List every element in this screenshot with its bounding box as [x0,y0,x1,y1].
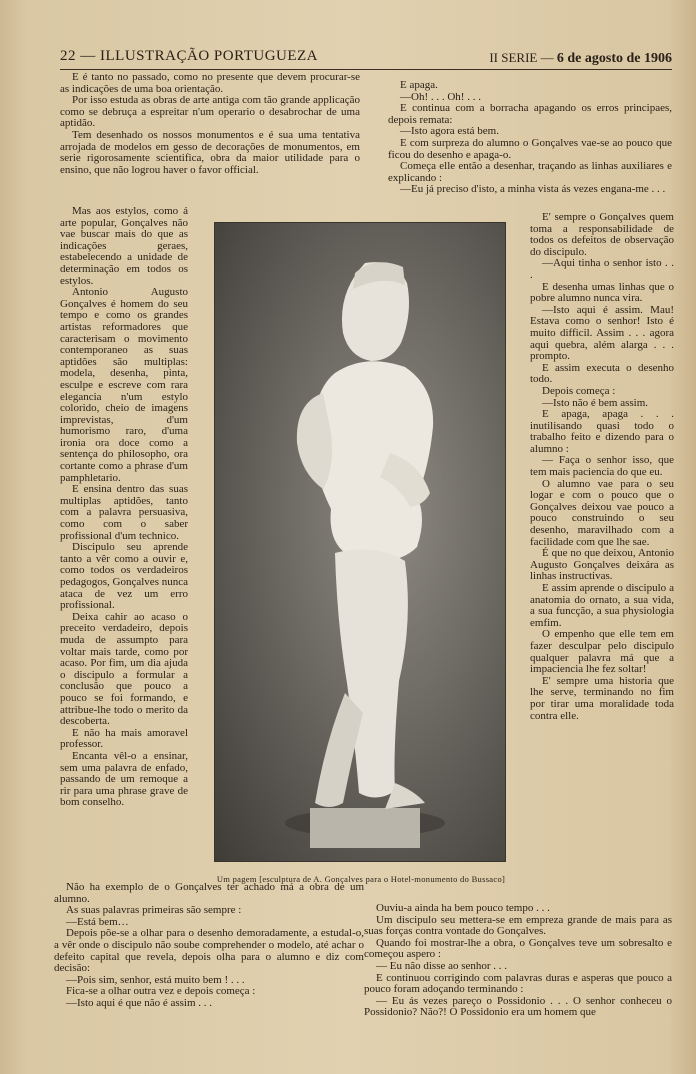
right-column-top [388,80,672,196]
paragraph: Mas aos estylos, como á arte popular, Gonçalves não vae buscar mais do que as indicações geraes, estabelecendo a unidade de determinação em todos os estylos. [60,205,188,287]
paragraph: —Aqui tinha o senhor isto . . . [530,257,674,281]
paragraph: E assim executa o desenho todo. [530,361,674,386]
paragraph: E ensina dentro das suas multiplas aptidões, tanto com a palavra persuasiva, como com o saber profissional d'um technico. [60,483,188,542]
paragraph: — Eu não disse ao senhor . . . [376,959,508,972]
paragraph: Tem desenhado os nossos monumentos e é sua uma tentativa arrojada de modelos em gesso de decorações de monumentos, em serie rigorosamente scientifica, obra da maior utilidade para o ensino, que não logrou haver o favor official. [60,128,360,176]
paragraph: E continuou corrigindo com palavras duras e asperas que pouco a pouco foram adoçando terminando : [364,971,672,996]
paragraph: Deixa cahir ao acaso o preceito verdadeiro, depois muda de assumpto para voltar mais tarde, como por acaso. Por fim, um dia ajuda o discipulo a formular a conclusão que pouco a pouco se foi formando, e attribue-lhe todo o merito da descoberta. [60,610,188,728]
paragraph: —Pois sim, senhor, está muito bem ! . . . [66,973,245,986]
paragraph: —Isto aqui é que não é assim . . . [66,996,213,1009]
paragraph: E apaga, apaga . . . inutilisando quasi todo o trabalho feito e dizendo para o alumno : [530,408,674,455]
paragraph: Quando foi mostrar-lhe a obra, o Gonçalves teve um sobresalto e começou aspero : [364,936,672,961]
paragraph: Depois começa : [542,384,616,397]
paragraph: —Isto agora está bem. [400,125,499,138]
paragraph: Começa elle então a desenhar, traçando as linhas auxiliares e explicando : [388,160,672,184]
right-column-narrow [530,212,674,722]
issue-info [489,50,672,67]
paragraph: Depois põe-se a olhar para o desenho demoradamente, a estudal-o, a vêr onde o discipulo não soube comprehender o modelo, até achar o defeito capital que revela, depois olha para o alumno e diz com decisão: [54,927,364,975]
paragraph: E' sempre uma historia que lhe serve, terminando no fim por tirar uma moralidade toda contra elle. [530,674,674,722]
paragraph: O alumno vae para o seu logar e com o pouco que o Gonçalves deixou vae pouco a pouco construindo o seu desenho, maravilhado com a facilidade com que lhe sae. [530,477,674,548]
header-rule [60,69,672,70]
paragraph: Discipulo seu aprende tanto a vêr como a ouvir e, como todos os verdadeiros pedagogos, Gonçalves nunca ataca de vez um erro profissional. [60,541,188,612]
paragraph: E apaga. [400,79,438,91]
page-title: 22 — ILLUSTRAÇÃO PORTUGUEZA [60,48,319,64]
paragraph: E' sempre o Gonçalves quem toma a responsabilidade de todos os defeitos de observação do discipulo. [530,211,674,258]
issue-series: II SERIE — [489,50,554,65]
paragraph: Ouviu-a ainda ha bem pouco tempo . . . [376,902,550,914]
paragraph: Por isso estuda as obras de arte antiga com tão grande applicação como se debruça a espreitar n'um operario o desabrochar de uma aptidão. [60,94,360,130]
paragraph: E é tanto no passado, como no presente que devem procurar-se as indicações de uma boa orientação. [60,71,360,95]
paragraph: —Isto aqui é assim. Mau! Estava como o senhor! Isto é muito difficil. Assim . . . agora aqui quebra, além alarga . . . prompto. [530,303,674,363]
paragraph: Fica-se a olhar outra vez e depois começa : [66,985,256,998]
paragraph: —Oh! . . . Oh! . . . [400,90,481,103]
paragraph: Não ha exemplo de o Gonçalves ter achado má a obra de um alumno. [54,881,364,905]
paragraph: E desenha umas linhas que o pobre alumno nunca vira. [530,280,674,305]
paragraph: —Está bem… [66,915,129,928]
paragraph: As suas palavras primeiras são sempre : [66,904,242,917]
left-column-bottom [54,882,364,1010]
left-column-top [60,72,360,176]
sculpture-figure [215,223,505,861]
paragraph: Encanta vêl-o a ensinar, sem uma palavra de enfado, passando de um remoque a rir para uma phrase grave de bom conselho. [60,749,188,809]
page-header [60,46,672,68]
paragraph: Antonio Augusto Gonçalves é homem do seu tempo e como os grandes artistas reformadores que caracterisam o movimento contemporaneo as suas aptidões são multiplas: modela, desenha, pinta, esculpe e escreve com rara elegancia n'um estylo colorido, cheio de imagens imprevistas, d'um humorismo raro, d'uma ironia ora doce como a sentença do philosopho, ora cortante como a phrase d'um pamphletario. [60,286,188,484]
photo-caption: Um pagem [esculptura de A. Gonçalves para o Hotel-monumento do Bussaco] [216,874,506,884]
paragraph: —Eu já preciso d'isto, a minha vista ás vezes engana-me . . . [400,183,666,196]
paragraph: — Faça o senhor isso, que tem mais paciencia do que eu. [530,454,674,479]
right-column-bottom [364,903,672,1019]
paragraph: O empenho que elle tem em fazer desculpar pelo discipulo qualquer palavra má que a impaciencia lhe fez soltar! [530,628,674,676]
paragraph: E continua com a borracha apagando os erros principaes, depois remata: [388,102,672,126]
paragraph: E assim aprende o discipulo a anatomia do ornato, a sua vida, a sua funcção, a sua physiologia emfim. [530,582,674,629]
paragraph: —Isto não é bem assim. [542,396,649,409]
left-column-narrow [60,206,188,809]
paragraph: — Eu ás vezes pareço o Possidonio . . . O senhor conheceu o Possidonio? Não?! O Possidonio era um homem que [364,994,672,1019]
paragraph: É que no que deixou, Antonio Augusto Gonçalves deixára as linhas instructivas. [530,547,674,583]
sculpture-photo [214,222,506,862]
paragraph: Um discipulo seu mettera-se em empreza grande de mais para as suas forças contra vontade do Gonçalves. [364,913,672,938]
issue-date: 6 de agosto de 1906 [556,51,672,66]
paragraph: E não ha mais amoravel professor. [60,726,188,751]
paragraph: E com surpreza do alumno o Gonçalves vae-se ao pouco que ficou do desenho e apaga-o. [388,136,672,161]
